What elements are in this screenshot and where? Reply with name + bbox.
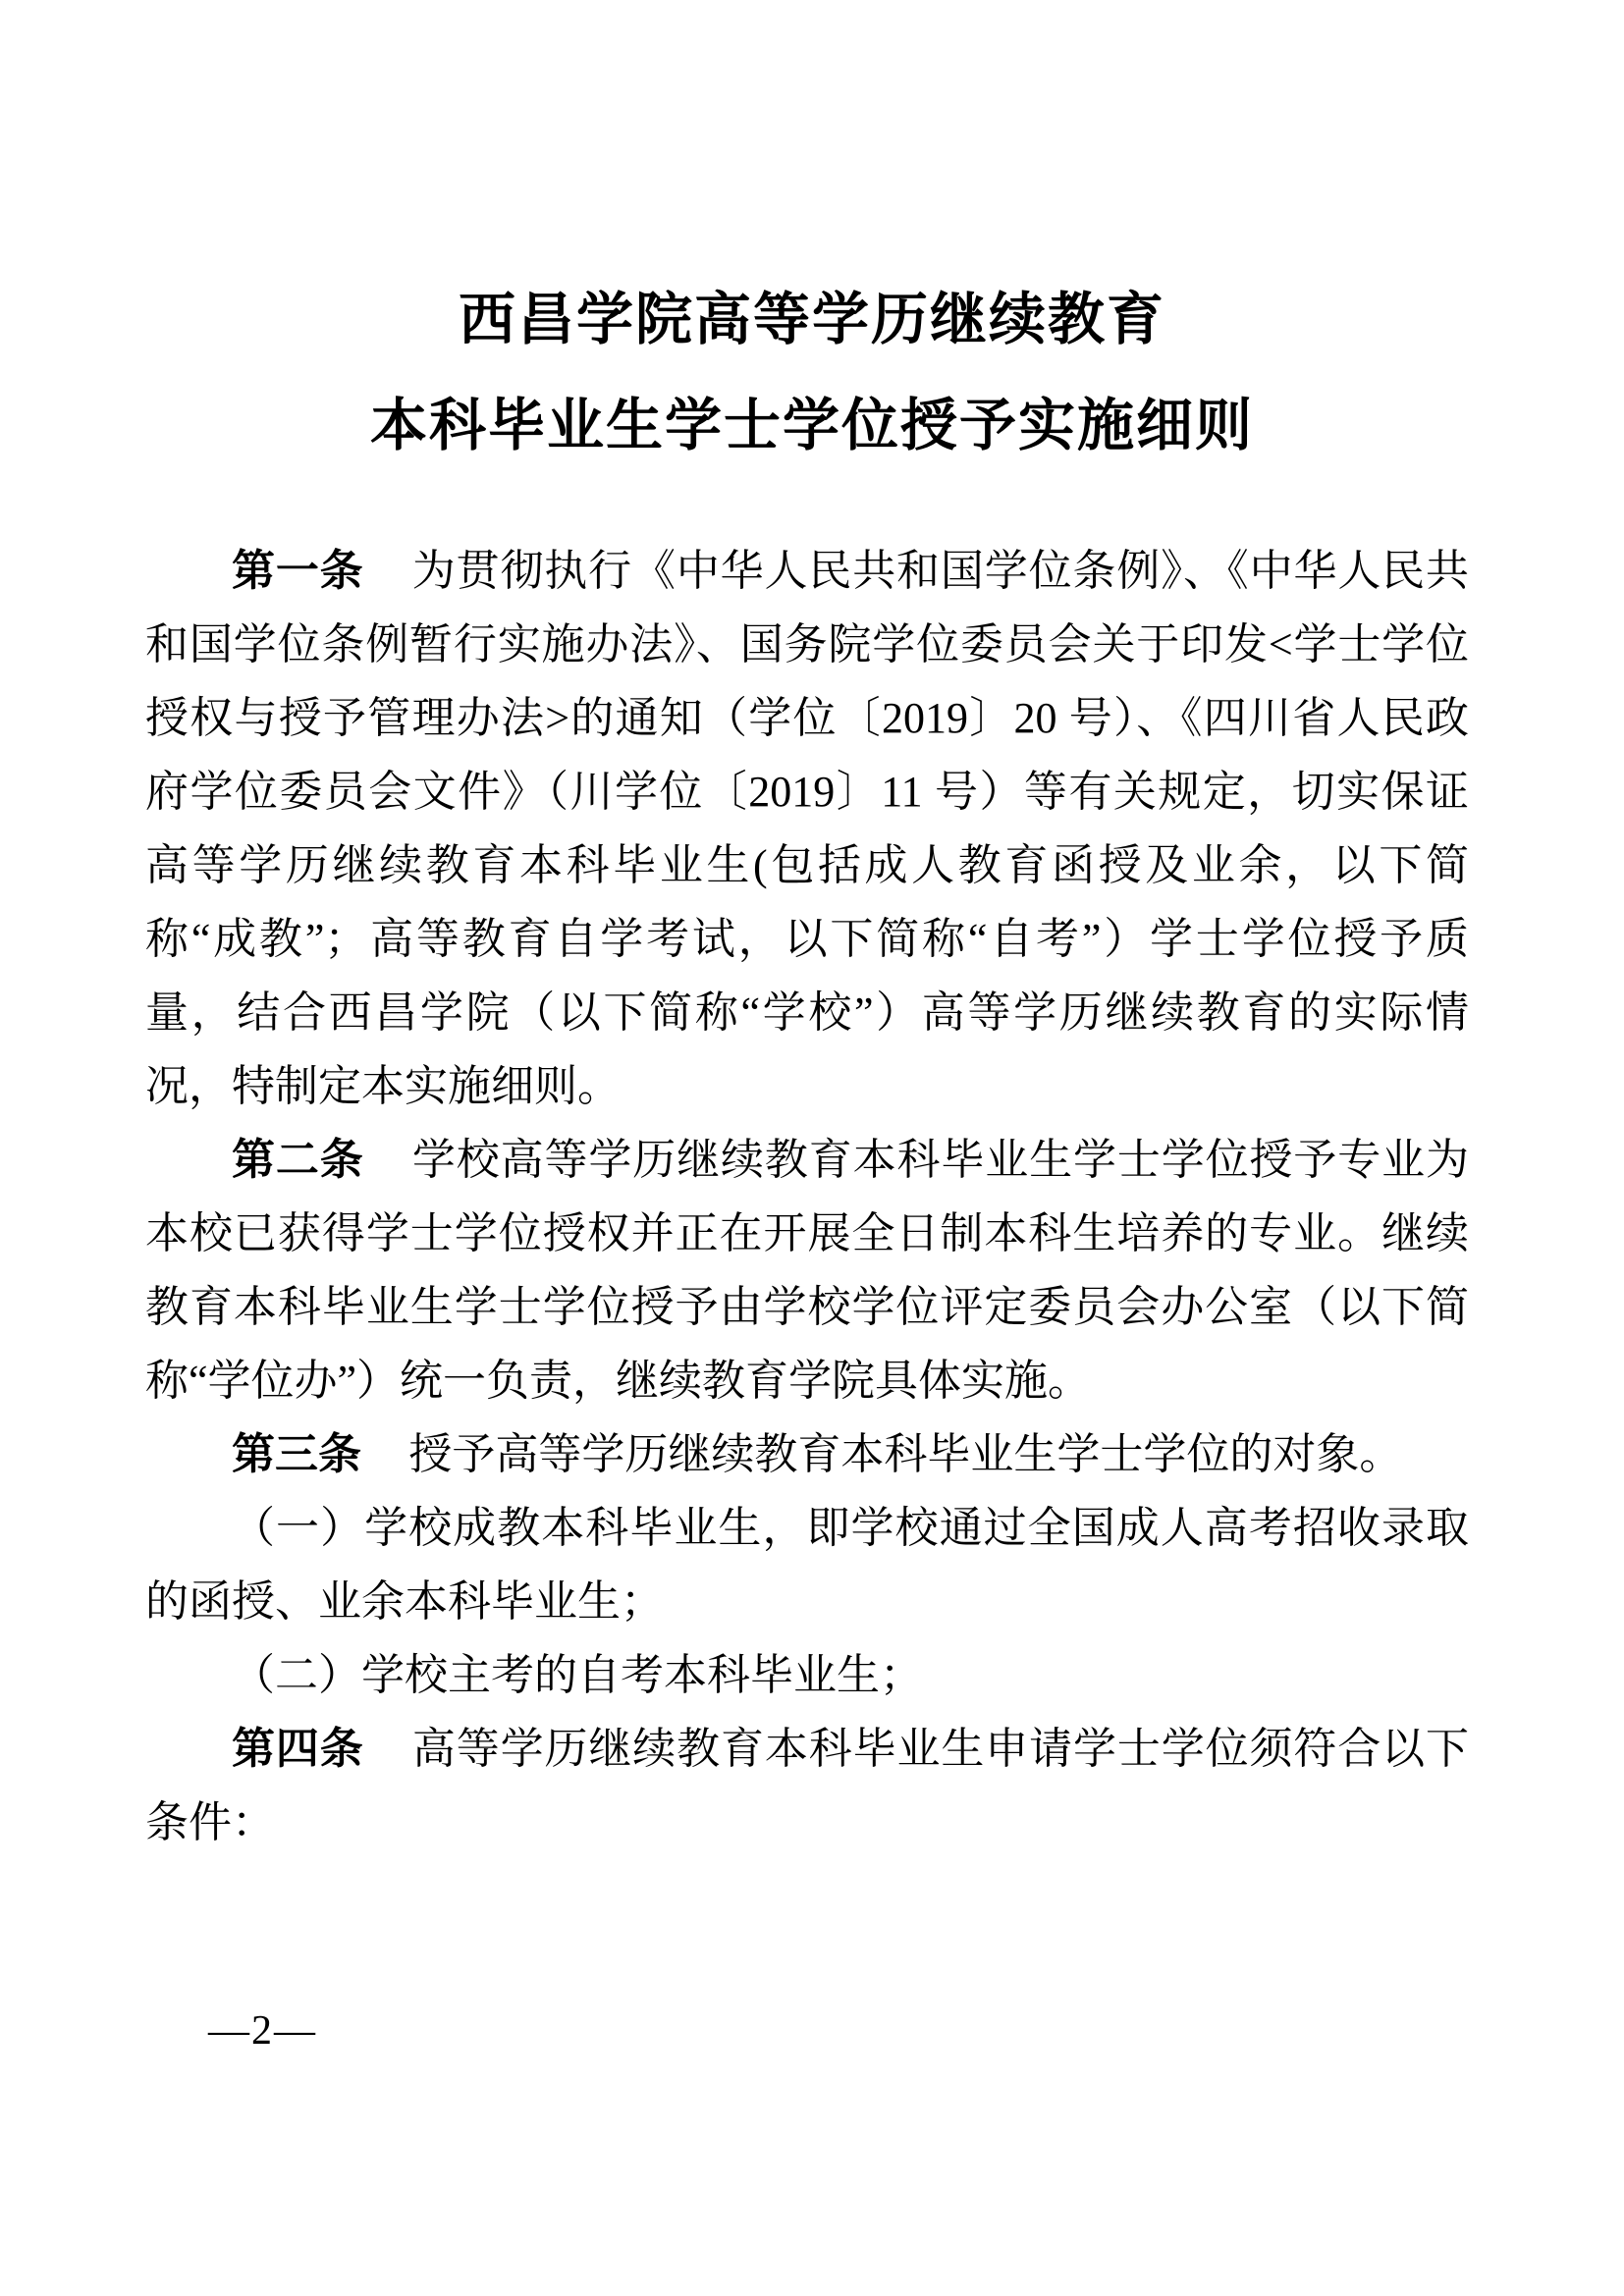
article-text-4: 高等学历继续教育本科毕业生申请学士学位须符合以下条件： <box>145 1725 1470 1846</box>
document-title <box>0 0 1624 479</box>
article-paragraph-2 <box>145 1123 1469 1417</box>
article-label-2: 第二条 <box>232 1136 364 1184</box>
list-item-text-2: （二）学校主考的自考本科毕业生； <box>232 1651 923 1699</box>
article-label-3: 第三条 <box>232 1430 361 1478</box>
article-paragraph-1 <box>145 534 1469 1123</box>
article-text-3: 授予高等学历继续教育本科毕业生学士学位的对象。 <box>408 1430 1403 1478</box>
article-label-4: 第四条 <box>232 1725 364 1773</box>
title-line-2: 本科毕业生学士学位授予实施细则 <box>369 394 1254 457</box>
page-number: —2— <box>208 2008 317 2054</box>
list-item-2 <box>145 1638 1469 1712</box>
article-paragraph-4 <box>145 1712 1469 1859</box>
article-text-1: 为贯彻执行《中华人民共和国学位条例》、《中华人民共和国学位条例暂行实施办法》、国务院学位委员会关于印发<学士学位授权与授予管理办法>的通知（学位〔2019〕20 号）、《四川省人民政府学位委员会文件》（川学位〔2019〕11 号）等有关规定，切实保证高等学历继续教育本科毕业生(包括成人教育函授及业余，以下简称“成教”；高等教育自学考试，以下简称“自考”）学士学位授予质量，结合西昌学院（以下简称“学校”）高等学历继续教育的实际情况，特制定本实施细则。 <box>145 547 1469 1110</box>
article-label-1: 第一条 <box>232 547 364 595</box>
list-item-1 <box>145 1491 1469 1638</box>
article-paragraph-3 <box>145 1417 1469 1491</box>
title-line-1: 西昌学院高等学历继续教育 <box>458 288 1165 351</box>
list-item-text-1: （一）学校成教本科毕业生，即学校通过全国成人高考招收录取的函授、业余本科毕业生； <box>145 1504 1469 1626</box>
document-body <box>145 534 1469 1859</box>
article-text-2: 学校高等学历继续教育本科毕业生学士学位授予专业为本校已获得学士学位授权并正在开展全日制本科生培养的专业。继续教育本科毕业生学士学位授予由学校学位评定委员会办公室（以下简称“学位办”）统一负责，继续教育学院具体实施。 <box>145 1136 1470 1405</box>
